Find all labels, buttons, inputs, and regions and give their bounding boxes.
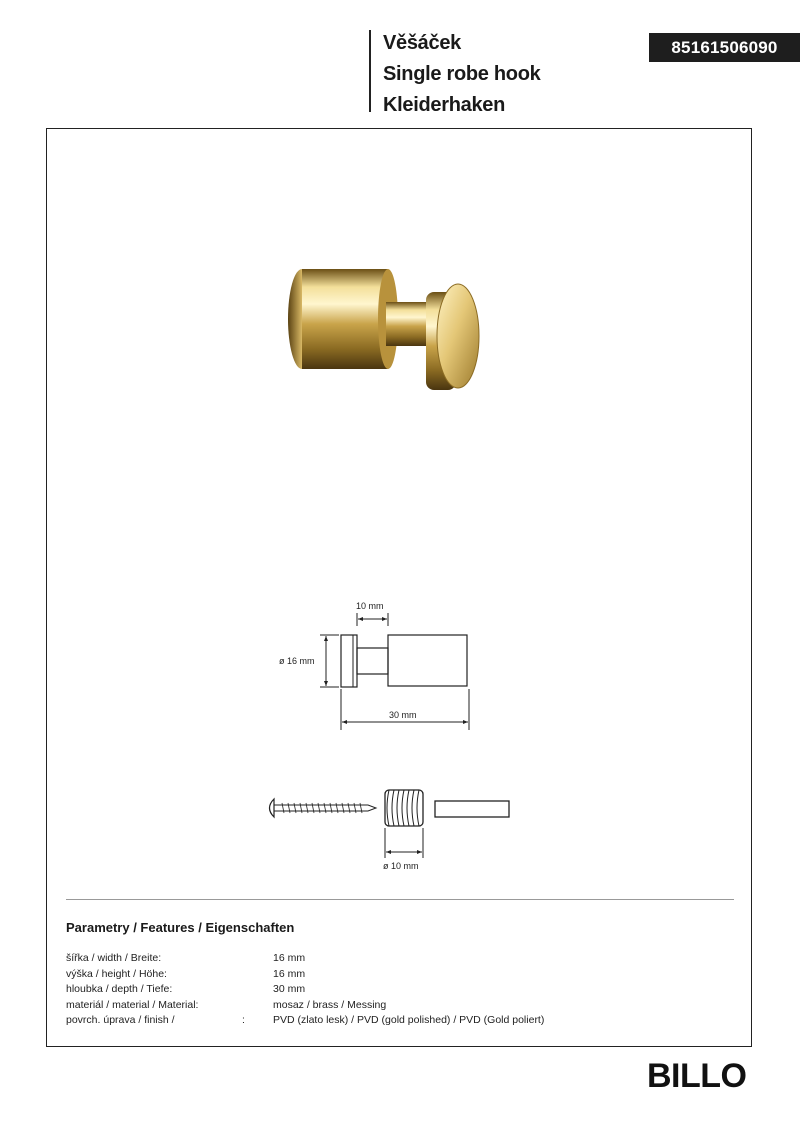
- arrow-width-right: [382, 617, 387, 621]
- spec-value: mosaz / brass / Messing: [273, 998, 387, 1011]
- dim-anchor-label: ø 10 mm: [383, 861, 419, 871]
- hook-cap: [341, 635, 357, 687]
- arrow-diameter-bottom: [324, 681, 328, 686]
- cap-face: [437, 284, 479, 388]
- arrow-diameter-top: [324, 636, 328, 641]
- spec-label: hloubka / depth / Tiefe:: [66, 983, 173, 995]
- arrow-anchor-right: [417, 850, 422, 854]
- hook-neck: [357, 648, 388, 674]
- product-code-badge: 85161506090: [649, 33, 800, 62]
- title-german: Kleiderhaken: [383, 94, 506, 116]
- section-divider: [66, 899, 734, 900]
- arrow-width-left: [358, 617, 363, 621]
- spec-label: šířka / width / Breite:: [66, 952, 162, 964]
- arrow-length-left: [342, 720, 347, 724]
- hook-body: [388, 635, 467, 686]
- title-divider: [369, 30, 371, 112]
- product-titles: [383, 28, 540, 121]
- wall-plug-ribs: [387, 790, 419, 826]
- spec-value: 16 mm: [273, 952, 306, 964]
- fixing-rod: [435, 801, 509, 817]
- spec-label: povrch. úprava / finish /: [66, 1014, 175, 1026]
- brand-logo: BILLO: [647, 1057, 747, 1095]
- spec-label: výška / height / Höhe:: [66, 967, 167, 980]
- title-czech: Věšáček: [383, 32, 461, 54]
- features-title: Parametry / Features / Eigenschaften: [66, 920, 295, 935]
- screw-head: [270, 799, 275, 817]
- spec-value: 16 mm: [273, 967, 306, 980]
- cylinder-body: [302, 269, 388, 369]
- dim-diameter-label: ø 16 mm: [279, 656, 315, 666]
- spec-separator: :: [242, 1014, 245, 1026]
- dim-width-label: 10 mm: [356, 601, 384, 611]
- product-photo: [276, 262, 486, 394]
- spec-value: PVD (zlato lesk) / PVD (gold polished) / PVD (Gold poliert): [273, 1014, 545, 1026]
- spec-label: materiál / material / Material:: [66, 998, 199, 1011]
- arrow-anchor-left: [386, 850, 391, 854]
- technical-drawing: [260, 590, 540, 880]
- dim-length-label: 30 mm: [389, 710, 417, 720]
- title-english: Single robe hook: [383, 63, 541, 85]
- arrow-length-right: [463, 720, 468, 724]
- spec-value: 30 mm: [273, 983, 306, 995]
